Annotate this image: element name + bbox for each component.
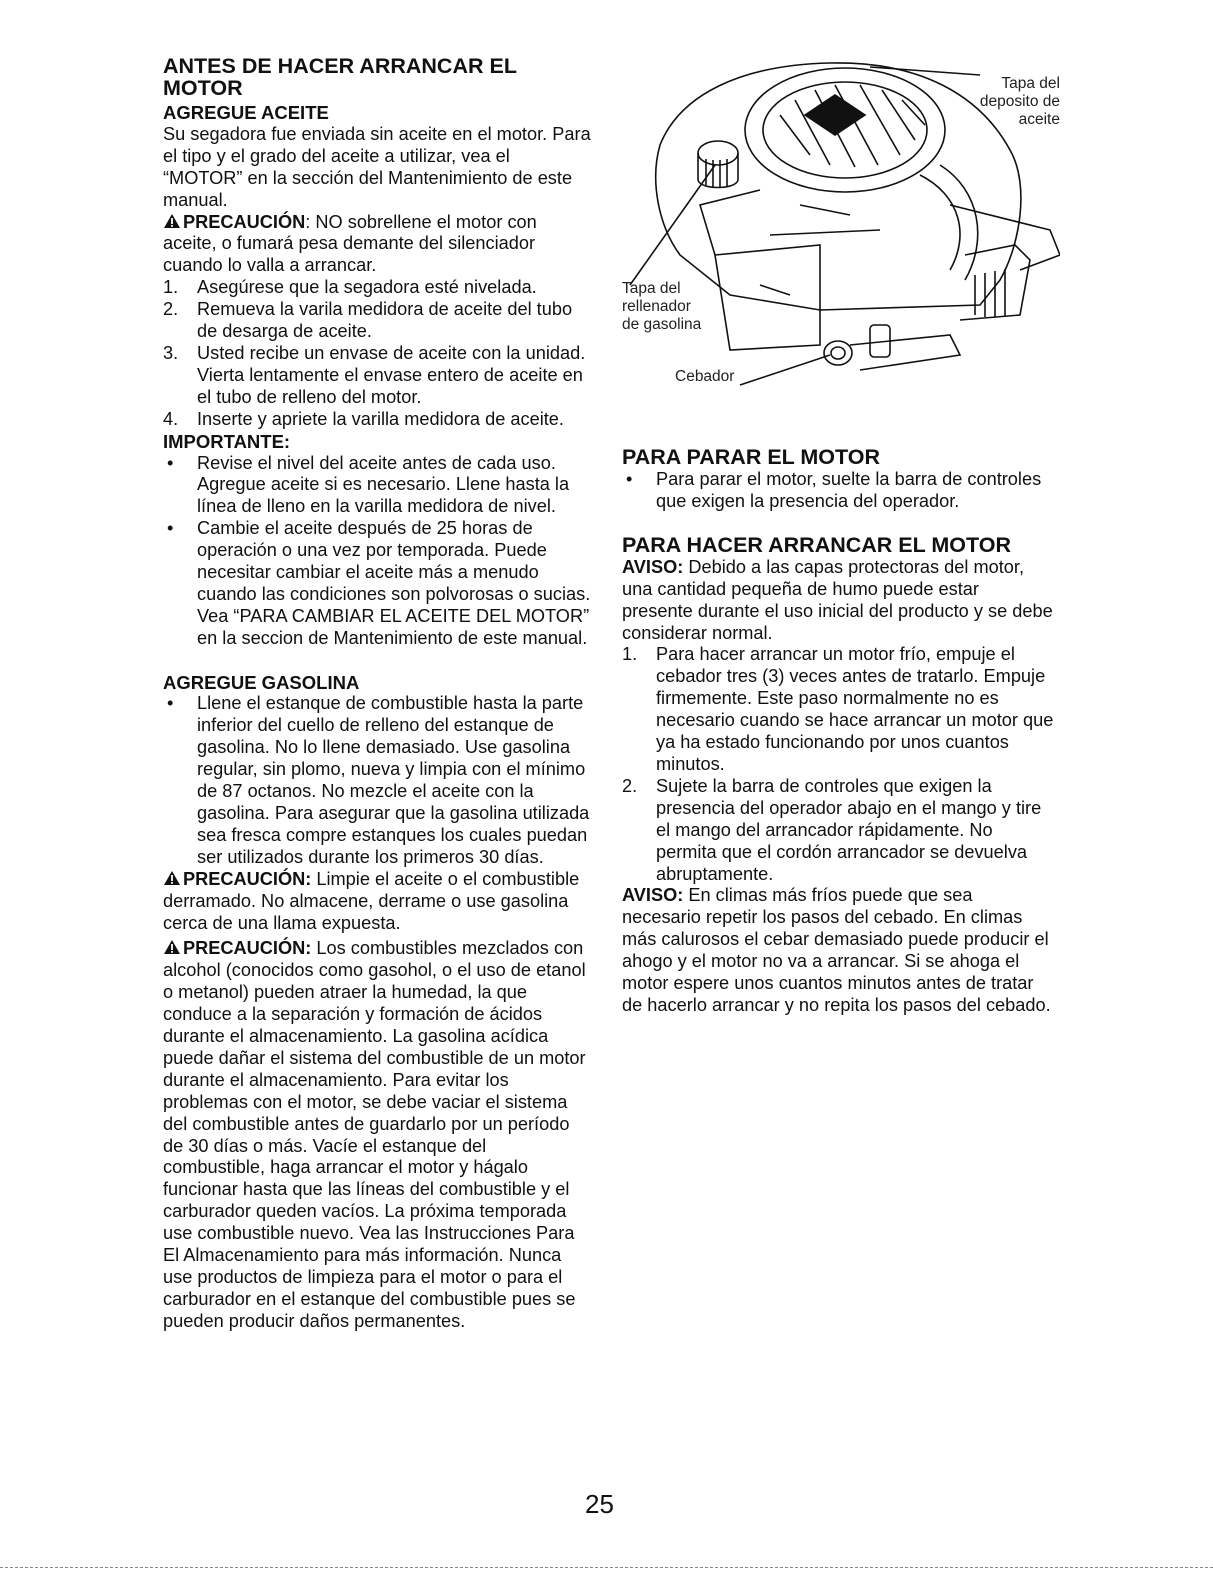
step-text: Usted recibe un envase de aceite con la unidad. Vierta lentamente el envase entero de aceite en el tubo de relleno del motor.	[197, 342, 586, 407]
callout-oil-cap: Tapa del deposito de aceite	[979, 75, 1060, 128]
list-item	[163, 299, 593, 343]
left-column	[163, 55, 593, 1333]
list-item	[163, 453, 593, 519]
bullet-icon: •	[167, 452, 174, 473]
caution-text: Limpie el aceite o el combustible derramado. No almacene, derrame o use gasolina cerca de una llama expuesta.	[163, 868, 580, 933]
list-item	[163, 277, 593, 299]
step-text: Asegúrese que la segadora esté nivelada.	[197, 277, 537, 298]
caution-text: : NO sobrellene el motor con aceite, o fumará pesa demante del silenciador cuando lo valla a arrancar.	[163, 211, 537, 276]
notice-label: AVISO:	[622, 556, 684, 577]
step-text: Sujete la barra de controles que exigen la presencia del operador abajo en el mango y tire el mango del arrancador rápidamente. No permita que el cordón arrancador se devuelva abruptamente.	[656, 775, 1042, 884]
page-number: 25	[585, 1489, 614, 1519]
list-item	[163, 409, 593, 431]
important-bullets	[163, 453, 593, 650]
bullet-text: Revise el nivel del aceite antes de cada uso. Agregue aceite si es necesario. Llene hasta la línea de lleno en la varilla medidora de nivel.	[197, 452, 570, 517]
primer-bulb	[824, 341, 852, 365]
step-number: 4.	[163, 408, 179, 429]
engine-illustration	[620, 55, 1060, 405]
step-text: Para hacer arrancar un motor frío, empuje el cebador tres (3) veces antes de tratarlo. Empuje firmemente. Este paso normalmente no es necesario cuando se hace arrancar un motor que ya ha estado funcionando por unos cuantos minutos.	[656, 644, 1054, 774]
list-item	[163, 343, 593, 409]
list-item	[163, 693, 593, 868]
caution-text: Los combustibles mezclados con alcohol (conocidos como gasohol, o el uso de etanol o metanol) pueden atraer la humedad, la que conduce a la separación y formación de ácidos durante el almacenamiento. La gasolina acídica puede dañar el sistema del combustible de un motor durante el almacenamiento. Para evitar los problemas con el motor, se debe vaciar el sistema del combustible antes de guardarlo por un período de 30 días o más. Vacíe el estanque del combustible, haga arrancar el motor y hágalo funcionar hasta que las líneas del combustible y el carburador queden vacíos. La próxima temporada use combustible nuevo. Vea las Instrucciones Para El Almacenamiento para más información. Nunca use productos de limpieza para el motor o para el carburador en el estanque del combustible pues se pueden producir daños permanentes.	[163, 938, 586, 1331]
warning-icon	[163, 939, 181, 955]
list-item	[622, 644, 1054, 775]
bullet-text: Para parar el motor, suelte la barra de controles que exigen la presencia del operador.	[656, 469, 1042, 511]
bullet-icon: •	[626, 469, 633, 489]
leader-primer	[740, 355, 830, 385]
heading-add-gasoline: AGREGUE GASOLINA	[163, 671, 360, 693]
heading-before-starting: ANTES DE HACER ARRANCAR EL MOTOR	[163, 54, 517, 100]
fuel-filler-cap	[698, 141, 738, 165]
right-column	[622, 445, 1054, 1017]
bullet-text: Llene el estanque de combustible hasta la parte inferior del cuello de relleno del estanque de gasolina. No lo llene demasiado. Use gasolina regular, sin plomo, nueva y limpia con el mínimo de 87 octanos. No mezcle el aceite con la gasolina. Para asegurar que la gasolina utilizada sea fresca compre estanques los cuales puedan ser utilizados durante los primeros 30 días.	[197, 693, 590, 867]
notice-cold-climate	[622, 885, 1054, 1016]
bullet-text: Cambie el aceite después de 25 horas de operación o una vez por temporada. Puede necesitar cambiar el aceite más a menudo cuando las condiciones son polvorosas o sucias. Vea “PARA CAMBIAR EL ACEITE DEL MOTOR” en la seccion de Mantenimiento de este manual.	[197, 518, 591, 648]
list-item	[163, 518, 593, 649]
step-number: 1.	[163, 277, 179, 298]
page-bottom-rule	[0, 1567, 1213, 1568]
bullet-icon: •	[167, 693, 174, 714]
heading-start-engine: PARA HACER ARRANCAR EL MOTOR	[622, 532, 1011, 557]
brand-logo	[805, 95, 865, 135]
stop-bullets	[622, 469, 1054, 513]
warning-icon	[163, 870, 181, 886]
flywheel-cover	[745, 68, 945, 192]
list-item	[622, 469, 1054, 513]
oil-intro-paragraph: Su segadora fue enviada sin aceite en el motor. Para el tipo y el grado del aceite a utilizar, vea el “MOTOR” en la sección del Mantenimiento de este manual.	[163, 123, 591, 210]
step-number: 2.	[163, 299, 179, 320]
callout-fuel-cap: Tapa del rellenador de gasolina	[622, 280, 702, 333]
callout-primer: Cebador	[675, 368, 735, 385]
caution-alcohol-fuel	[163, 938, 593, 1332]
bullet-icon: •	[167, 518, 174, 539]
gasoline-bullets	[163, 693, 593, 868]
step-text: Inserte y apriete la varilla medidora de aceite.	[197, 408, 564, 429]
caution-label: PRECAUCIÓN:	[183, 938, 312, 959]
leader-fuel-cap	[630, 165, 715, 285]
notice-label: AVISO:	[622, 885, 684, 906]
heading-stop-engine: PARA PARAR EL MOTOR	[622, 445, 881, 469]
list-item	[622, 776, 1054, 886]
oil-steps-list	[163, 277, 593, 430]
notice-text: En climas más fríos puede que sea necesario repetir los pasos del cebado. En climas más calurosos el cebar demasiado puede producir el ahogo y el motor no va a arrancar. Si se ahoga el motor espere unos cuantos minutos antes de tratar de hacerlo arrancar y no repita los pasos del cebado.	[622, 885, 1051, 1015]
fuel-tank	[715, 245, 820, 350]
caution-overfill	[163, 212, 593, 278]
caution-spill	[163, 869, 593, 935]
step-number: 2.	[622, 775, 638, 796]
caution-label: PRECAUCIÓN:	[183, 868, 312, 889]
heading-add-oil: AGREGUE ACEITE	[163, 102, 329, 123]
notice-text: Debido a las capas protectoras del motor, una cantidad pequeña de humo puede estar presente durante el uso inicial del producto y se debe considerar normal.	[622, 556, 1053, 643]
caution-label: PRECAUCIÓN	[183, 211, 306, 232]
heading-important: IMPORTANTE:	[163, 430, 291, 452]
step-number: 3.	[163, 342, 179, 363]
step-number: 1.	[622, 644, 638, 665]
step-text: Remueva la varila medidora de aceite del tubo de desarga de aceite.	[197, 299, 573, 342]
notice-smoke	[622, 557, 1054, 645]
start-steps-list	[622, 644, 1054, 885]
warning-icon	[163, 213, 181, 229]
